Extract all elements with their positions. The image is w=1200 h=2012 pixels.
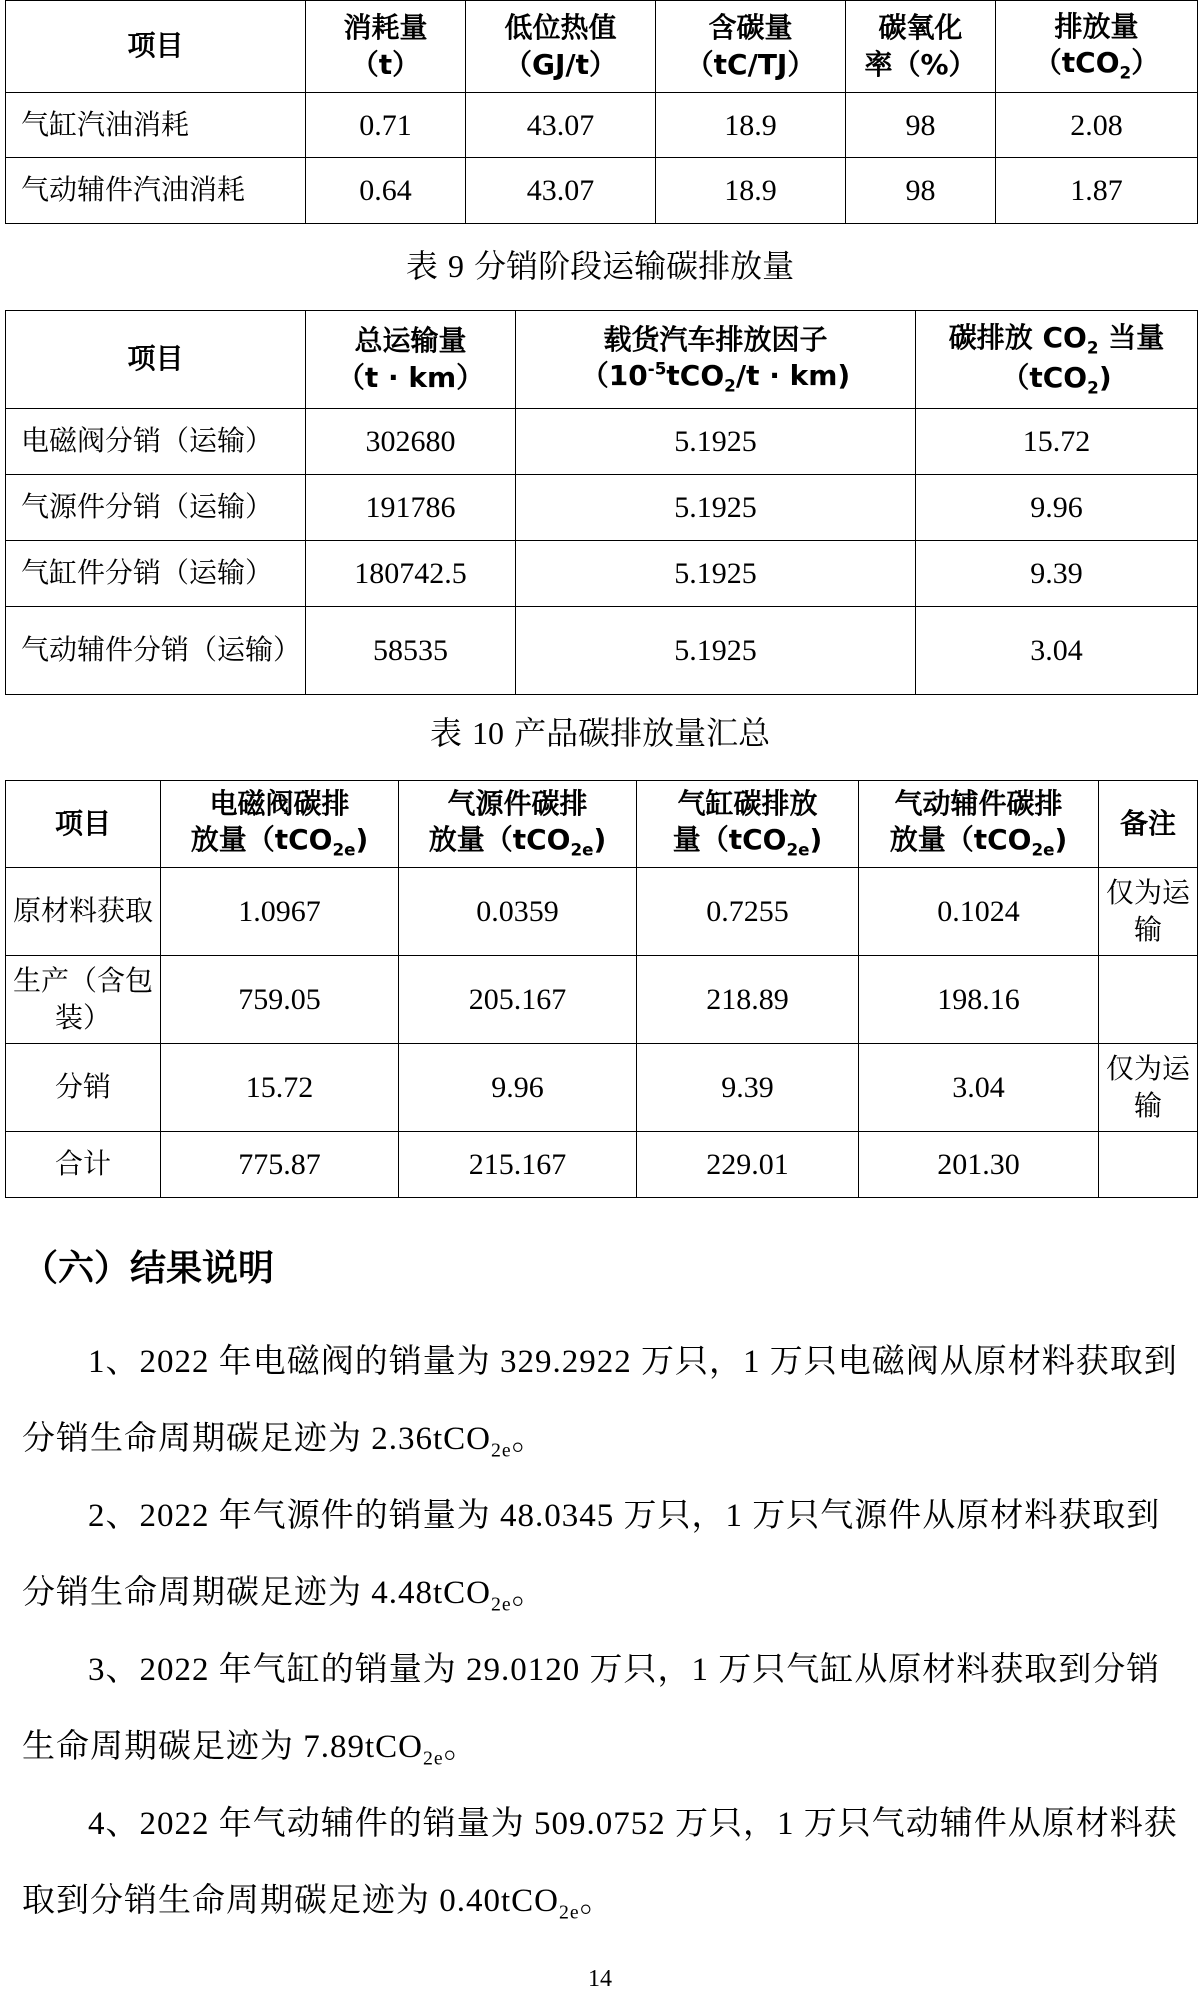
- cell-volume: 58535: [306, 607, 516, 695]
- cell-equiv: 15.72: [916, 409, 1198, 475]
- row-item: 原材料获取: [6, 868, 161, 956]
- row-item: 合计: [6, 1132, 161, 1198]
- cell-cylinder: 229.01: [637, 1132, 859, 1198]
- cell-cylinder: 9.39: [637, 1044, 859, 1132]
- header-valve: 电磁阀碳排 放量（tCO$_{2e}$): [161, 781, 399, 868]
- cell-note: [1099, 956, 1198, 1044]
- cell-consumption: 0.71: [306, 93, 466, 158]
- row-item: 气源件分销（运输）: [6, 475, 306, 541]
- cell-consumption: 0.64: [306, 158, 466, 224]
- product-emission-summary-table: [5, 780, 1198, 1198]
- row-item: 气动辅件汽油消耗: [6, 158, 306, 224]
- cell-note: 仅为运输: [1099, 868, 1198, 956]
- header-carbon: 含碳量 （tC/TJ）: [656, 1, 846, 93]
- cell-source: 215.167: [399, 1132, 637, 1198]
- cell-emission: 2.08: [996, 93, 1198, 158]
- result-paragraph: 4、2022 年气动辅件的销量为 509.0752 万只，1 万只气动辅件从原材料获取到分销生命周期碳足迹为 0.40tCO$_{2e}$。: [22, 1806, 1178, 1924]
- table-header-row: [6, 311, 1198, 409]
- result-paragraph: 3、2022 年气缸的销量为 29.0120 万只，1 万只气缸从原材料获取到分销生命周期碳足迹为 7.89tCO$_{2e}$。: [22, 1652, 1161, 1770]
- row-item: 分销: [6, 1044, 161, 1132]
- header-item: 项目: [6, 311, 306, 409]
- cell-source: 9.96: [399, 1044, 637, 1132]
- table-row: [6, 607, 1198, 695]
- table-row: [6, 1044, 1198, 1132]
- cell-aux: 198.16: [859, 956, 1099, 1044]
- cell-heat: 43.07: [466, 158, 656, 224]
- cell-oxidation: 98: [846, 93, 996, 158]
- cell-factor: 5.1925: [516, 607, 916, 695]
- header-note: 备注: [1099, 781, 1198, 868]
- cell-factor: 5.1925: [516, 475, 916, 541]
- table-row: [6, 93, 1198, 158]
- cell-equiv: 3.04: [916, 607, 1198, 695]
- cell-volume: 302680: [306, 409, 516, 475]
- header-cylinder: 气缸碳排放 量（tCO$_{2e}$): [637, 781, 859, 868]
- header-consumption: 消耗量 （t）: [306, 1, 466, 93]
- cell-source: 205.167: [399, 956, 637, 1044]
- row-item: 气动辅件分销（运输）: [6, 607, 306, 695]
- table-header-row: [6, 1, 1198, 93]
- table-row: [6, 1132, 1198, 1198]
- fuel-consumption-table: [5, 0, 1198, 224]
- cell-aux: 0.1024: [859, 868, 1099, 956]
- distribution-transport-table: [5, 310, 1198, 695]
- table-row: [6, 409, 1198, 475]
- row-item: 气缸汽油消耗: [6, 93, 306, 158]
- row-item: 气缸件分销（运输）: [6, 541, 306, 607]
- table10-caption: 表 10 产品碳排放量汇总: [429, 714, 771, 752]
- table-row: [6, 868, 1198, 956]
- cell-equiv: 9.96: [916, 475, 1198, 541]
- cell-equiv: 9.39: [916, 541, 1198, 607]
- result-paragraph: 1、2022 年电磁阀的销量为 329.2922 万只，1 万只电磁阀从原材料获取到分销生命周期碳足迹为 2.36tCO$_{2e}$。: [22, 1344, 1178, 1462]
- table-row: [6, 475, 1198, 541]
- table-row: [6, 956, 1198, 1044]
- cell-valve: 759.05: [161, 956, 399, 1044]
- row-item: 生产（含包装）: [6, 956, 161, 1044]
- cell-valve: 15.72: [161, 1044, 399, 1132]
- cell-valve: 1.0967: [161, 868, 399, 956]
- cell-aux: 3.04: [859, 1044, 1099, 1132]
- table-header-row: [6, 781, 1198, 868]
- cell-factor: 5.1925: [516, 541, 916, 607]
- cell-oxidation: 98: [846, 158, 996, 224]
- header-factor: 载货汽车排放因子 $(10^{-5}tCO_2/t \cdot km)$: [516, 311, 916, 409]
- table9-caption: 表 9 分销阶段运输碳排放量: [405, 247, 795, 285]
- header-source: 气源件碳排 放量（tCO$_{2e}$): [399, 781, 637, 868]
- cell-carbon: 18.9: [656, 93, 846, 158]
- table-row: [6, 158, 1198, 224]
- cell-cylinder: 0.7255: [637, 868, 859, 956]
- cell-volume: 191786: [306, 475, 516, 541]
- header-volume: 总运输量 （t · km）: [306, 311, 516, 409]
- cell-note: 仅为运输: [1099, 1044, 1198, 1132]
- header-emission: 排放量 （tCO$_2$）: [996, 1, 1198, 93]
- header-equiv: 碳排放 $CO_2$ 当量 （tCO$_2$): [916, 311, 1198, 409]
- header-item: 项目: [6, 1, 306, 93]
- cell-carbon: 18.9: [656, 158, 846, 224]
- cell-volume: 180742.5: [306, 541, 516, 607]
- result-paragraph: 2、2022 年气源件的销量为 48.0345 万只，1 万只气源件从原材料获取到分销生命周期碳足迹为 4.48tCO$_{2e}$。: [22, 1498, 1161, 1616]
- header-heat: 低位热值 （GJ/t）: [466, 1, 656, 93]
- cell-cylinder: 218.89: [637, 956, 859, 1044]
- header-oxidation: 碳氧化 率（%）: [846, 1, 996, 93]
- cell-note: [1099, 1132, 1198, 1198]
- cell-heat: 43.07: [466, 93, 656, 158]
- cell-valve: 775.87: [161, 1132, 399, 1198]
- cell-factor: 5.1925: [516, 409, 916, 475]
- cell-aux: 201.30: [859, 1132, 1099, 1198]
- header-aux: 气动辅件碳排 放量（tCO$_{2e}$): [859, 781, 1099, 868]
- page-number: 14: [588, 1966, 612, 1992]
- section-heading: （六）结果说明: [22, 1248, 275, 1289]
- row-item: 电磁阀分销（运输）: [6, 409, 306, 475]
- table-row: [6, 541, 1198, 607]
- cell-source: 0.0359: [399, 868, 637, 956]
- cell-emission: 1.87: [996, 158, 1198, 224]
- header-item: 项目: [6, 781, 161, 868]
